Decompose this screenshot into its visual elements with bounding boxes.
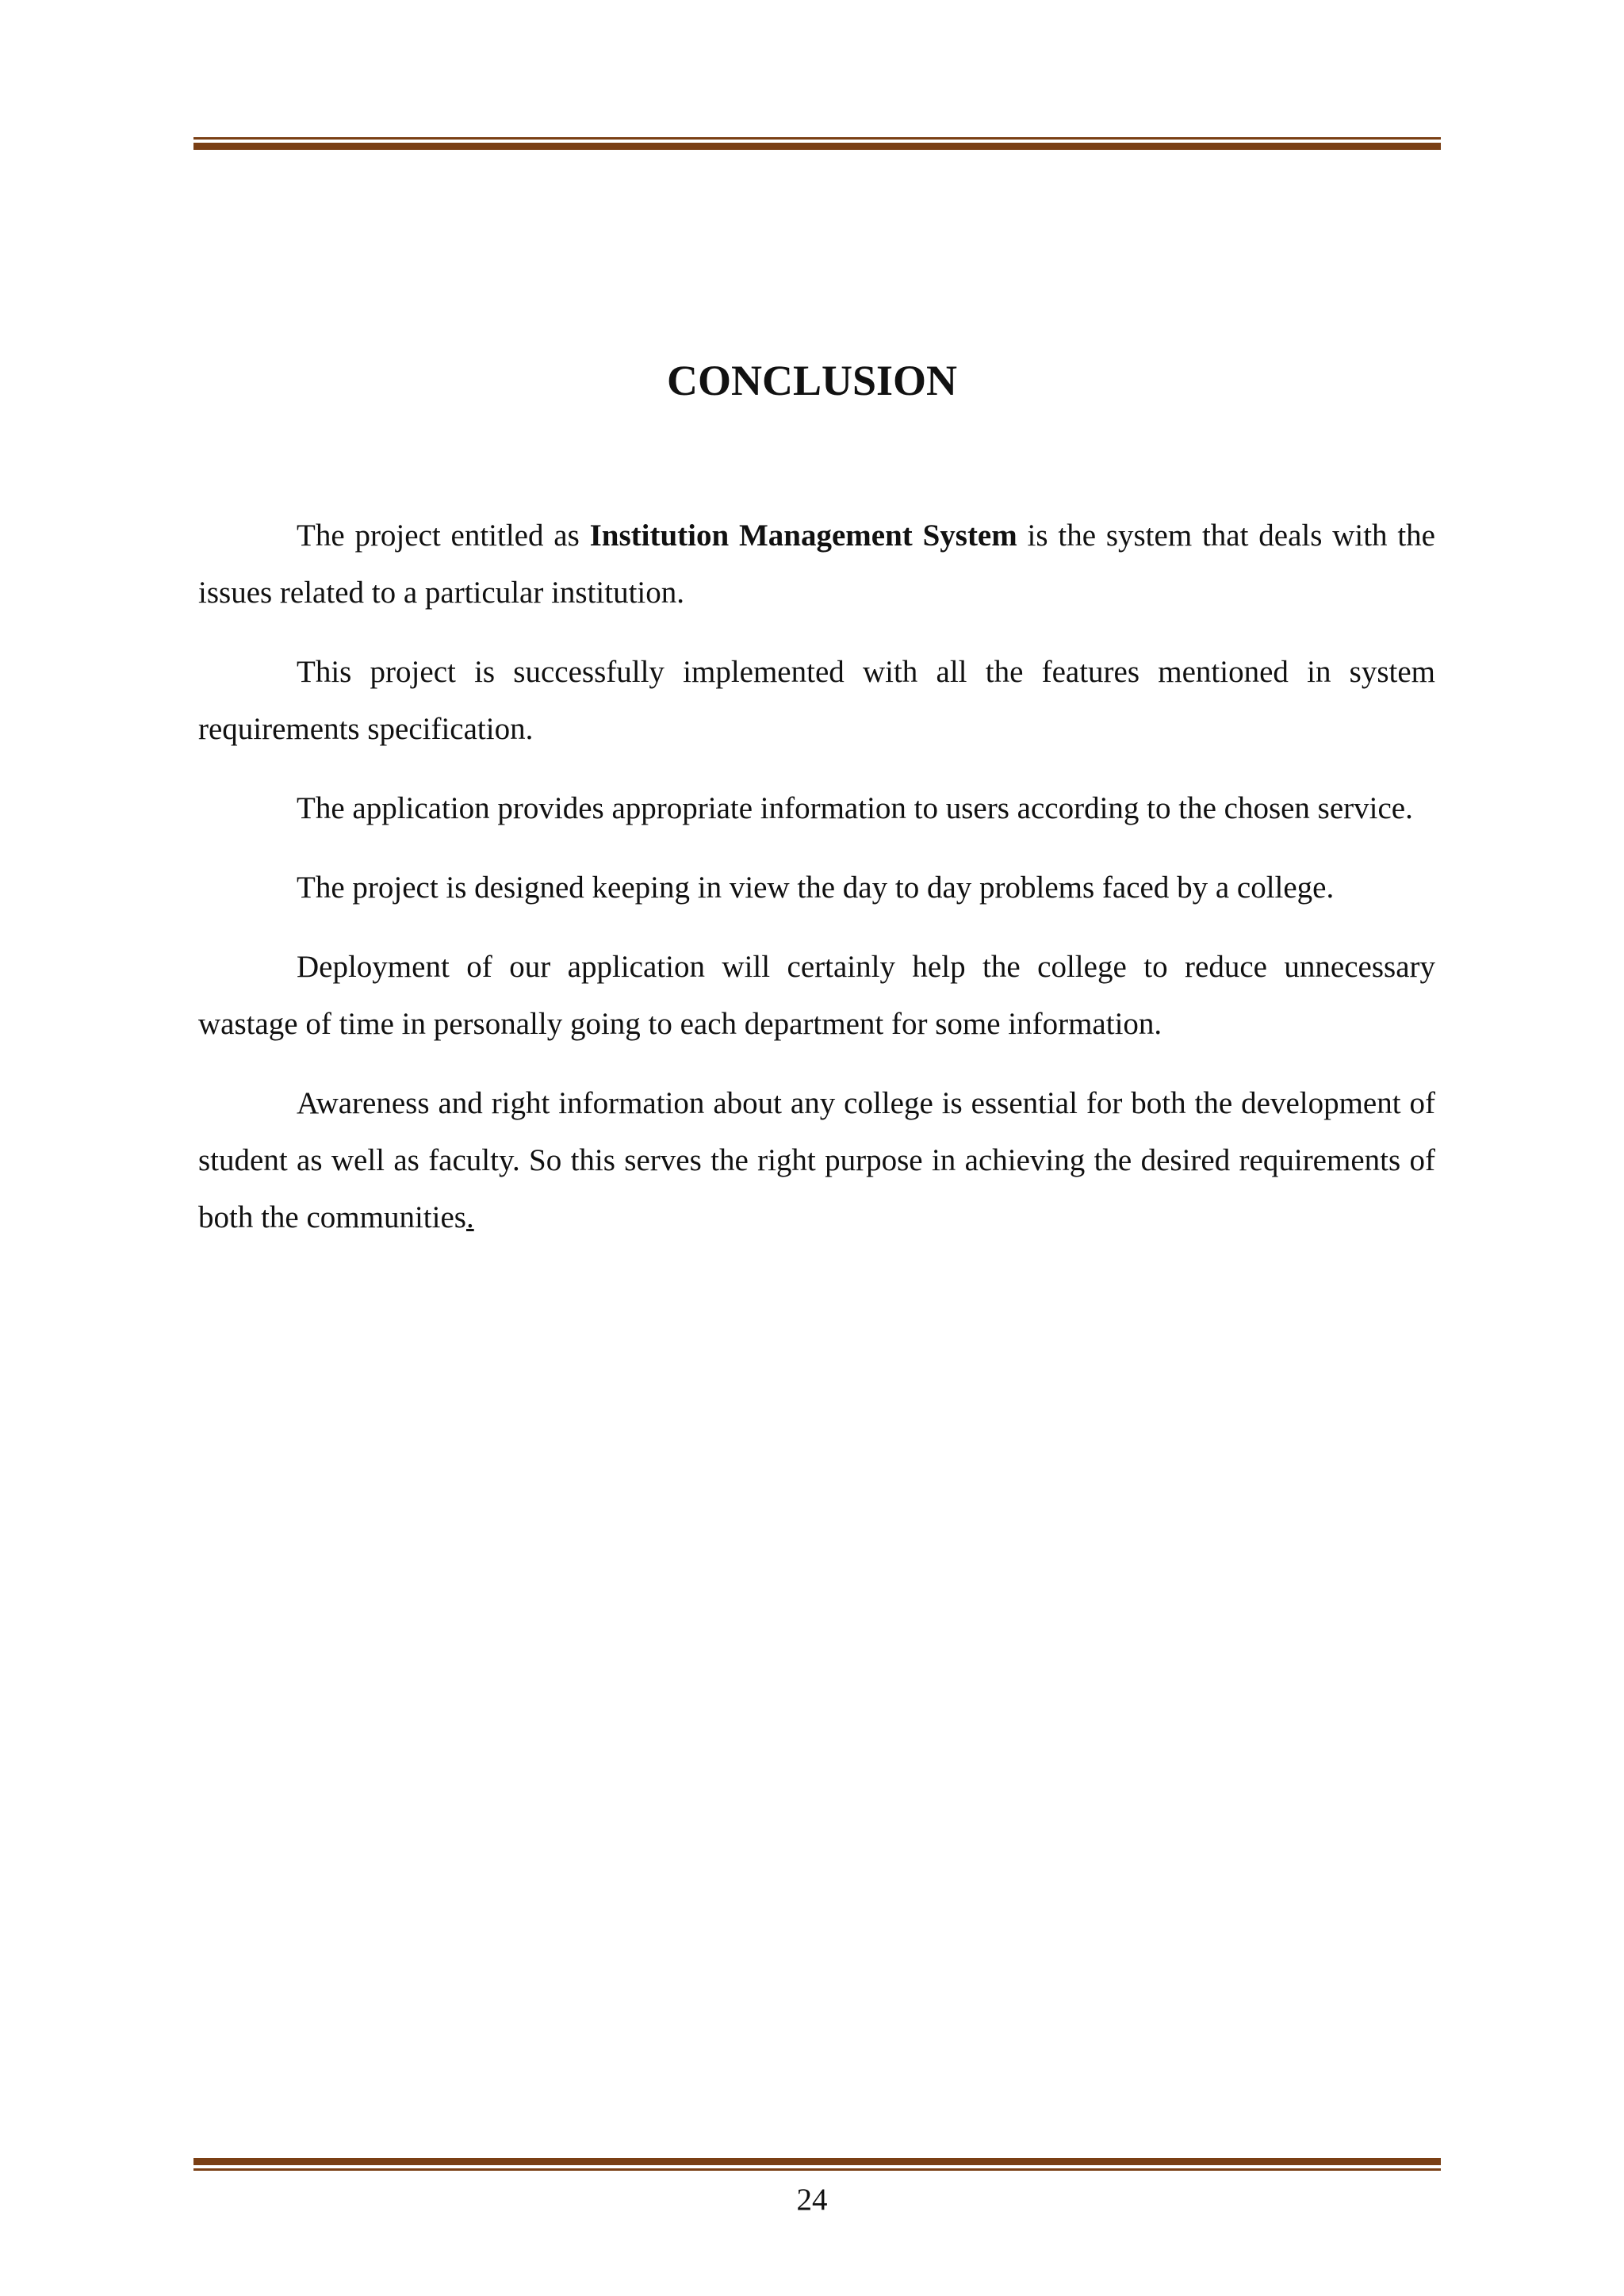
paragraph-6-text: Awareness and right information about any college is essential for both the development of student as well as faculty. So this serves the right purpose in achieving the desired requirements of both the communities xyxy=(198,1086,1435,1234)
page-number: 24 xyxy=(796,2183,828,2217)
paragraph-6-final-period: . xyxy=(465,1200,474,1234)
paragraph-1 xyxy=(198,507,1435,622)
paragraph-4: The project is designed keeping in view the day to day problems faced by a college. xyxy=(297,871,1335,905)
paragraph-5: Deployment of our application will certainly help the college to reduce unnecessary wastage of time in personally going to each department for some information. xyxy=(198,950,1435,1041)
paragraph-3: The application provides appropriate information to users according to the chosen service. xyxy=(297,791,1413,825)
project-name: Institution Management System xyxy=(589,519,1017,553)
paragraph-1-lead: The project entitled as xyxy=(297,519,590,553)
conclusion-body xyxy=(198,507,1435,1269)
paragraph-2: This project is successfully implemented with all the features mentioned in system requirements specification. xyxy=(198,655,1435,746)
header-rule xyxy=(193,137,1441,150)
paragraph-6 xyxy=(198,1075,1435,1246)
paragraph-1-rest: is the system that deals with the issues related to a particular institution. xyxy=(198,519,1435,610)
page-title: CONCLUSION xyxy=(666,357,958,404)
footer-rule xyxy=(193,2158,1441,2171)
footer-rule-thin-line xyxy=(193,2168,1441,2171)
header-rule-thick-line xyxy=(193,143,1441,150)
footer-rule-thick-line xyxy=(193,2158,1441,2165)
